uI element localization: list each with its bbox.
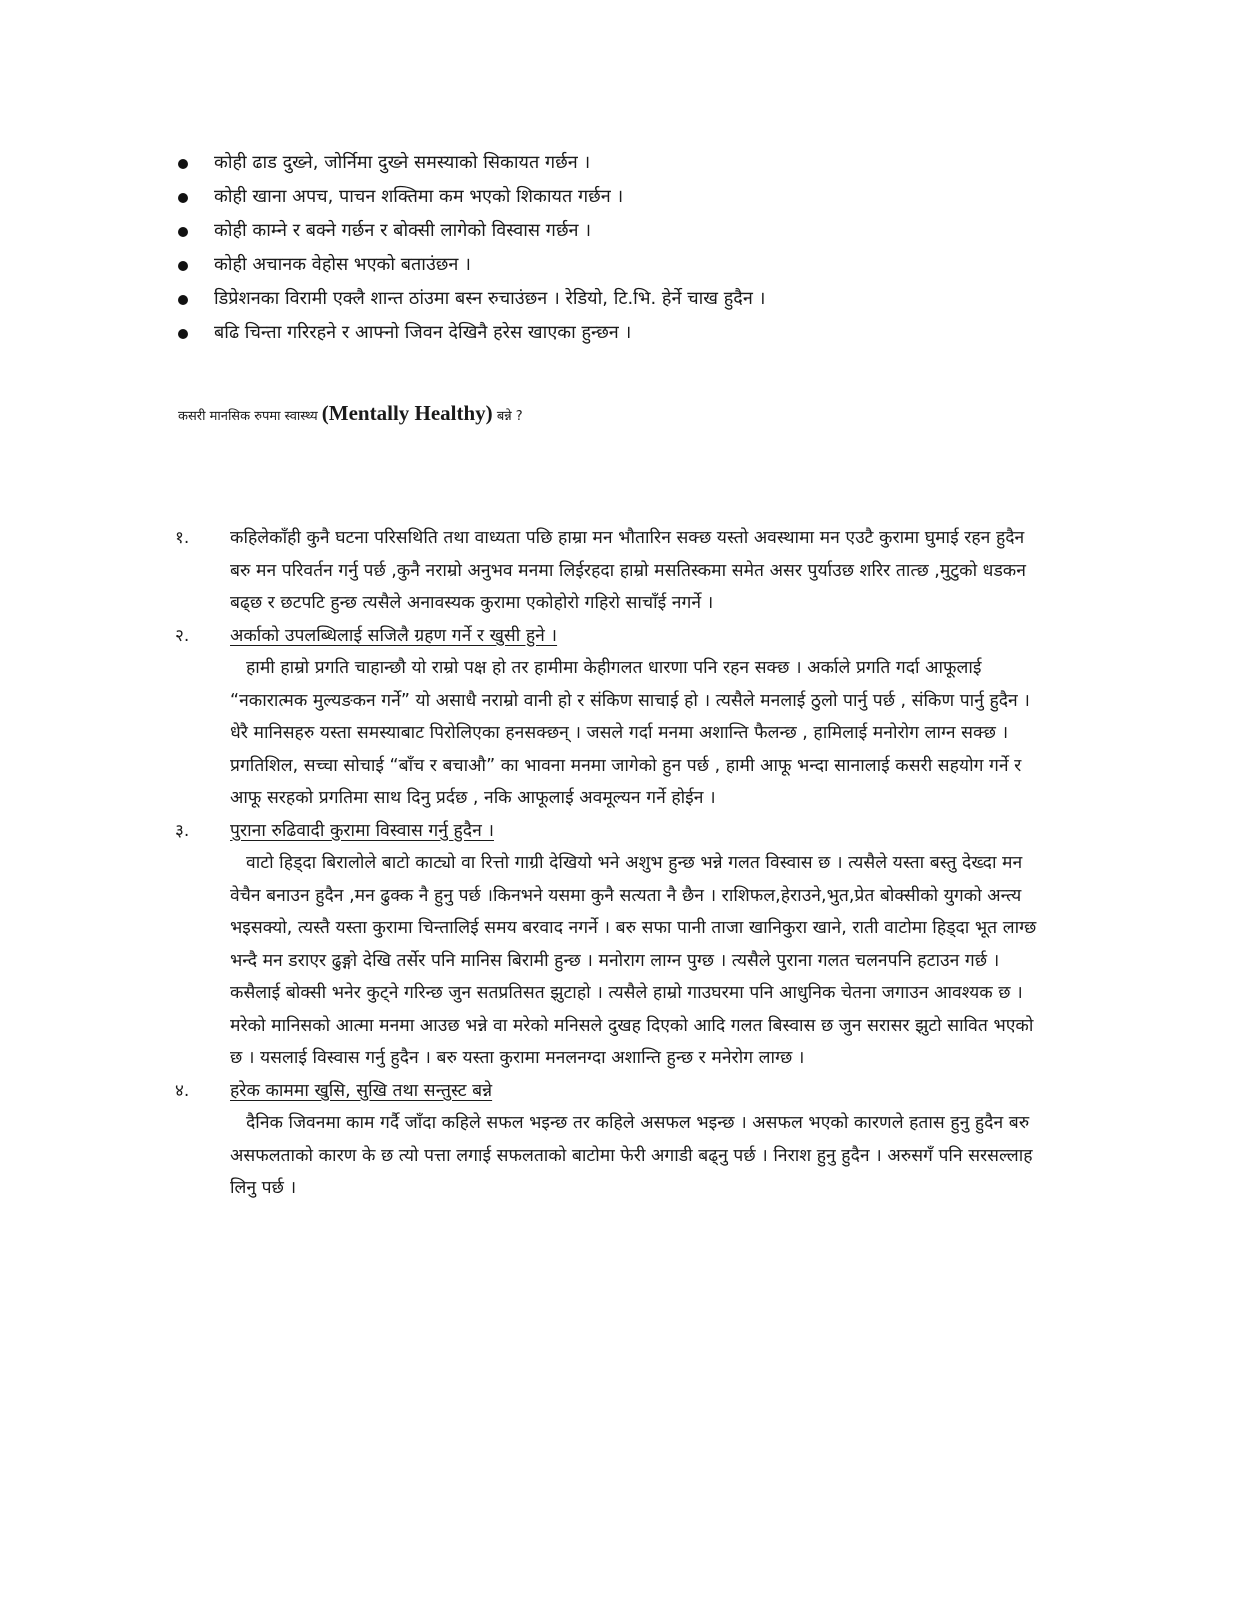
section-item bbox=[175, 620, 1045, 815]
heading-prefix: कसरी मानसिक रुपमा स्वास्थ्य bbox=[178, 409, 322, 424]
section-body: कहिलेकाँही कुनै घटना परिसथिति तथा वाध्यता पछि हाम्रा मन भौतारिन सक्छ यस्तो अवस्थामा मन एउटै कुरामा घुमाई रहन हुदैन बरु मन परिवर्तन गर्नु पर्छ ,कुनै नराम्रो अनुभव मनमा लिईरहदा हाम्रो मसतिस्कमा समेत असर पुर्याउछ शरिर तात्छ ,मुटुको धडकन बढ्छ र छटपटि हुन्छ त्यसैले अनावस्यक कुरामा एकोहोरो गहिरो साचाँई नगर्ने । bbox=[230, 528, 1026, 613]
section-title: अर्काको उपलब्धिलाई सजिलै ग्रहण गर्ने र खुसी हुने । bbox=[230, 625, 558, 646]
section-number: ४. bbox=[175, 1080, 190, 1101]
heading-suffix: बन्ने ? bbox=[492, 409, 523, 424]
section-number: १. bbox=[175, 528, 190, 548]
section-body: वाटो हिड्दा बिरालोले बाटो काट्यो वा रित्तो गाग्री देखियो भने अशुभ हुन्छ भन्ने गलत विस्वास छ । त्यसैले यस्ता बस्तु देख्दा मन वेचैन बनाउन हुदैन ,मन ढुक्क नै हुनु पर्छ ।किनभने यसमा कुनै सत्यता नै छैन । राशिफल,हेराउने,भुत,प्रेत बोक्सीको युगको अन्त्य भइसक्यो, त्यस्तै यस्ता कुरामा चिन्तालिई समय बरवाद नगर्ने । बरु सफा पानी ताजा खानिकुरा खाने, राती वाटोमा हिड्दा भूत लाग्छ भन्दै मन डराएर ढुङ्गो देखि तर्सेर पनि मानिस बिरामी हुन्छ । मनोराग लाग्न पुग्छ । त्यसैले पुराना गलत चलनपनि हटाउन गर्छ । कसैलाई बोक्सी भनेर कुट्ने गरिन्छ जुन सतप्रतिसत झुटाहो । त्यसैले हाम्रो गाउघरमा पनि आधुनिक चेतना जगाउन आवश्यक छ । मरेको मानिसको आत्मा मनमा आउछ भन्ने वा मरेको मनिसले दुखह दिएको आदि गलत बिस्वास छ जुन सरासर झुटो सावित भएको छ । यसलाई विस्वास गर्नु हुदैन । बरु यस्ता कुरामा मनलनग्दा अशान्ति हुन्छ र मनेरोग लाग्छ । bbox=[230, 853, 1037, 1068]
numbered-sections bbox=[175, 522, 1045, 1205]
symptom-bullet-list bbox=[178, 146, 1078, 350]
bullet-text: कोही अचानक वेहोस भएको बताउंछन । bbox=[214, 254, 471, 275]
bullet-text: कोही काम्ने र बक्ने गर्छन र बोक्सी लागेको विस्वास गर्छन । bbox=[214, 220, 592, 241]
bullet-dot-icon bbox=[178, 329, 188, 339]
bullet-dot-icon bbox=[178, 193, 188, 203]
section-item bbox=[175, 815, 1045, 1075]
section-heading bbox=[178, 398, 523, 432]
bullet-dot-icon bbox=[178, 227, 188, 237]
section-item bbox=[175, 1075, 1045, 1205]
bullet-item bbox=[178, 214, 1078, 248]
bullet-item bbox=[178, 316, 1078, 350]
heading-english: (Mentally Healthy) bbox=[321, 401, 493, 425]
bullet-item bbox=[178, 180, 1078, 214]
section-title: हरेक काममा खुसि, सुखि तथा सन्तुस्ट बन्ने bbox=[230, 1080, 493, 1101]
section-title: पुराना रुढिवादी कुरामा विस्वास गर्नु हुदैन । bbox=[230, 820, 494, 841]
bullet-dot-icon bbox=[178, 261, 188, 271]
bullet-dot-icon bbox=[178, 159, 188, 169]
bullet-item bbox=[178, 282, 1078, 316]
bullet-text: कोही ढाड दुख्ने, जोर्निमा दुख्ने समस्याको सिकायत गर्छन । bbox=[214, 152, 591, 173]
bullet-item bbox=[178, 146, 1078, 180]
bullet-text: बढि चिन्ता गरिरहने र आफ्नो जिवन देखिनै हरेस खाएका हुन्छन । bbox=[214, 322, 632, 343]
bullet-text: डिप्रेशनका विरामी एक्लै शान्त ठांउमा बस्न रुचाउंछन । रेडियो, टि.भि. हेर्ने चाख हुदैन । bbox=[214, 288, 766, 309]
bullet-dot-icon bbox=[178, 295, 188, 305]
section-body: दैनिक जिवनमा काम गर्दै जाँदा कहिले सफल भइन्छ तर कहिले असफल भइन्छ । असफल भएको कारणले हतास हुनु हुदैन बरु असफलताको कारण के छ त्यो पत्ता लगाई सफलताको बाटोमा फेरी अगाडी बढ्नु पर्छ । निराश हुनु हुदैन । अरुसगँ पनि सरसल्लाह लिनु पर्छ । bbox=[230, 1113, 1033, 1198]
bullet-text: कोही खाना अपच, पाचन शक्तिमा कम भएको शिकायत गर्छन । bbox=[214, 186, 624, 207]
section-number: ३. bbox=[175, 820, 190, 841]
section-number: २. bbox=[175, 625, 190, 646]
bullet-item bbox=[178, 248, 1078, 282]
section-item bbox=[175, 522, 1045, 620]
section-body: हामी हाम्रो प्रगति चाहान्छौ यो राम्रो पक्ष हो तर हामीमा केहीगलत धारणा पनि रहन सक्छ । अर्काले प्रगति गर्दा आफूलाई “नकारात्मक मुल्यङकन गर्ने” यो असाधै नराम्रो वानी हो र संकिण साचाई हो । त्यसैले मनलाई ठुलो पार्नु पर्छ , संकिण पार्नु हुदैन । धेरै मानिसहरु यस्ता समस्याबाट पिरोलिएका हनसक्छन् । जसले गर्दा मनमा अशान्ति फैलन्छ , हामिलाई मनोरोग लाग्न सक्छ । प्रगतिशिल, सच्चा सोचाई “बाँच र बचाऔ” का भावना मनमा जागेको हुन पर्छ , हामी आफू भन्दा सानालाई कसरी सहयोग गर्ने र आफू सरहको प्रगतिमा साथ दिनु प्रर्दछ , नकि आफूलाई अवमूल्यन गर्ने होईन । bbox=[230, 658, 1030, 808]
